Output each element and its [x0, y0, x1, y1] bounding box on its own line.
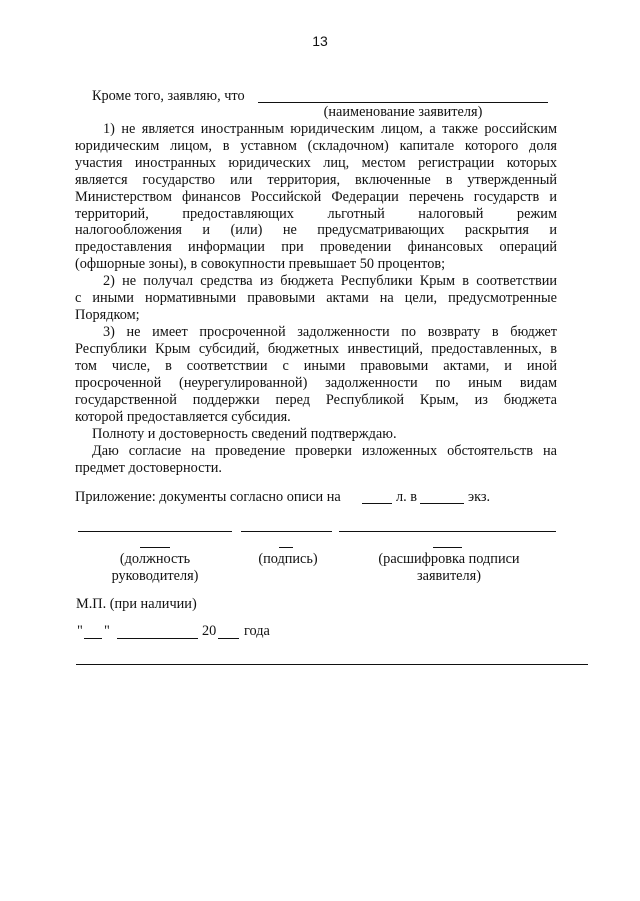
item-3-line: государственной поддержки перед Республикой Крым, из бюджета	[75, 391, 557, 408]
position-caption-mark	[140, 547, 170, 548]
decoding-caption	[364, 551, 534, 585]
item-3-line: том числе, в соответствии с иными правовыми актами, и иной	[75, 357, 557, 374]
signature-line[interactable]	[241, 531, 332, 532]
applicant-caption: (наименование заявителя)	[323, 104, 483, 120]
applicant-name-field[interactable]	[258, 102, 548, 103]
item-2-line: с иными нормативными правовыми актами на цели, предусмотренные	[75, 289, 557, 306]
item-1-line: участия иностранных юридических лиц, местом регистрации которых	[75, 154, 557, 171]
item-1-line: Министерством финансов Российской Федерации перечень государств и	[75, 188, 557, 205]
decoding-signature-line[interactable]	[339, 531, 556, 532]
month-field[interactable]	[117, 638, 198, 639]
decoding-caption-mark	[433, 547, 462, 548]
position-caption-line: (должность	[119, 551, 191, 567]
date-quote-close: "	[104, 623, 110, 639]
bottom-divider	[76, 664, 588, 665]
item-2-line: 2) не получал средства из бюджета Республики Крым в соответствии	[103, 273, 557, 289]
attachment-suffix: экз.	[468, 489, 491, 505]
date-suffix: года	[244, 623, 270, 639]
position-caption	[95, 551, 215, 585]
item-1-line: предоставления информации при проведении финансовых операций	[75, 239, 557, 256]
decoding-caption-line: (расшифровка подписи	[378, 551, 520, 567]
item-3-line: 3) не имеет просроченной задолженности по возврату в бюджет	[103, 324, 557, 340]
item-2-paragraph	[75, 273, 557, 324]
item-3-line: Республики Крым субсидий, бюджетных инвестиций, предоставленных, в	[75, 340, 557, 357]
decoding-caption-line: заявителя)	[416, 568, 482, 584]
year-prefix: 20	[202, 623, 217, 639]
consent-line: предмет достоверности.	[75, 459, 222, 476]
consent-line: Даю согласие на проведение проверки изложенных обстоятельств на	[92, 443, 557, 459]
pages-count-field[interactable]	[362, 503, 392, 504]
sign-caption-mark	[279, 547, 293, 548]
consent-paragraph	[75, 443, 557, 477]
item-3-paragraph	[75, 324, 557, 425]
item-1-line: налогообложения и (или) не предусматривающих раскрытия и	[75, 222, 557, 239]
item-1-line: юридическим лицом, в уставном (складочном) капитале которого доля	[75, 137, 557, 154]
page-number: 13	[312, 33, 328, 49]
position-caption-line: руководителя)	[111, 568, 199, 584]
sign-caption: (подпись)	[258, 551, 318, 567]
year-field[interactable]	[218, 638, 239, 639]
item-1-paragraph	[75, 121, 557, 273]
stamp-label: М.П. (при наличии)	[76, 596, 197, 612]
copies-count-field[interactable]	[420, 503, 464, 504]
item-1-line: 1) не является иностранным юридическим лицом, а также российским	[103, 121, 557, 137]
item-2-line: Порядком;	[75, 306, 140, 323]
item-3-line: которой предоставляется субсидия.	[75, 408, 291, 425]
item-1-line: территорий, предоставляющих льготный налоговый режим	[75, 205, 557, 222]
attachment-prefix: Приложение: документы согласно описи на	[75, 489, 341, 505]
day-field[interactable]	[84, 638, 102, 639]
item-3-line: просроченной (неурегулированной) задолженности по иным видам	[75, 374, 557, 391]
confirmation-text: Полноту и достоверность сведений подтверждаю.	[92, 426, 397, 442]
intro-text: Кроме того, заявляю, что	[92, 88, 245, 104]
item-1-line: является государство или территория, включенные в утвержденный	[75, 171, 557, 188]
date-quote-open: "	[77, 623, 83, 639]
item-1-line: (офшорные зоны), в совокупности превышает 50 процентов;	[75, 256, 446, 273]
attachment-middle: л. в	[396, 489, 418, 505]
position-signature-line[interactable]	[78, 531, 232, 532]
